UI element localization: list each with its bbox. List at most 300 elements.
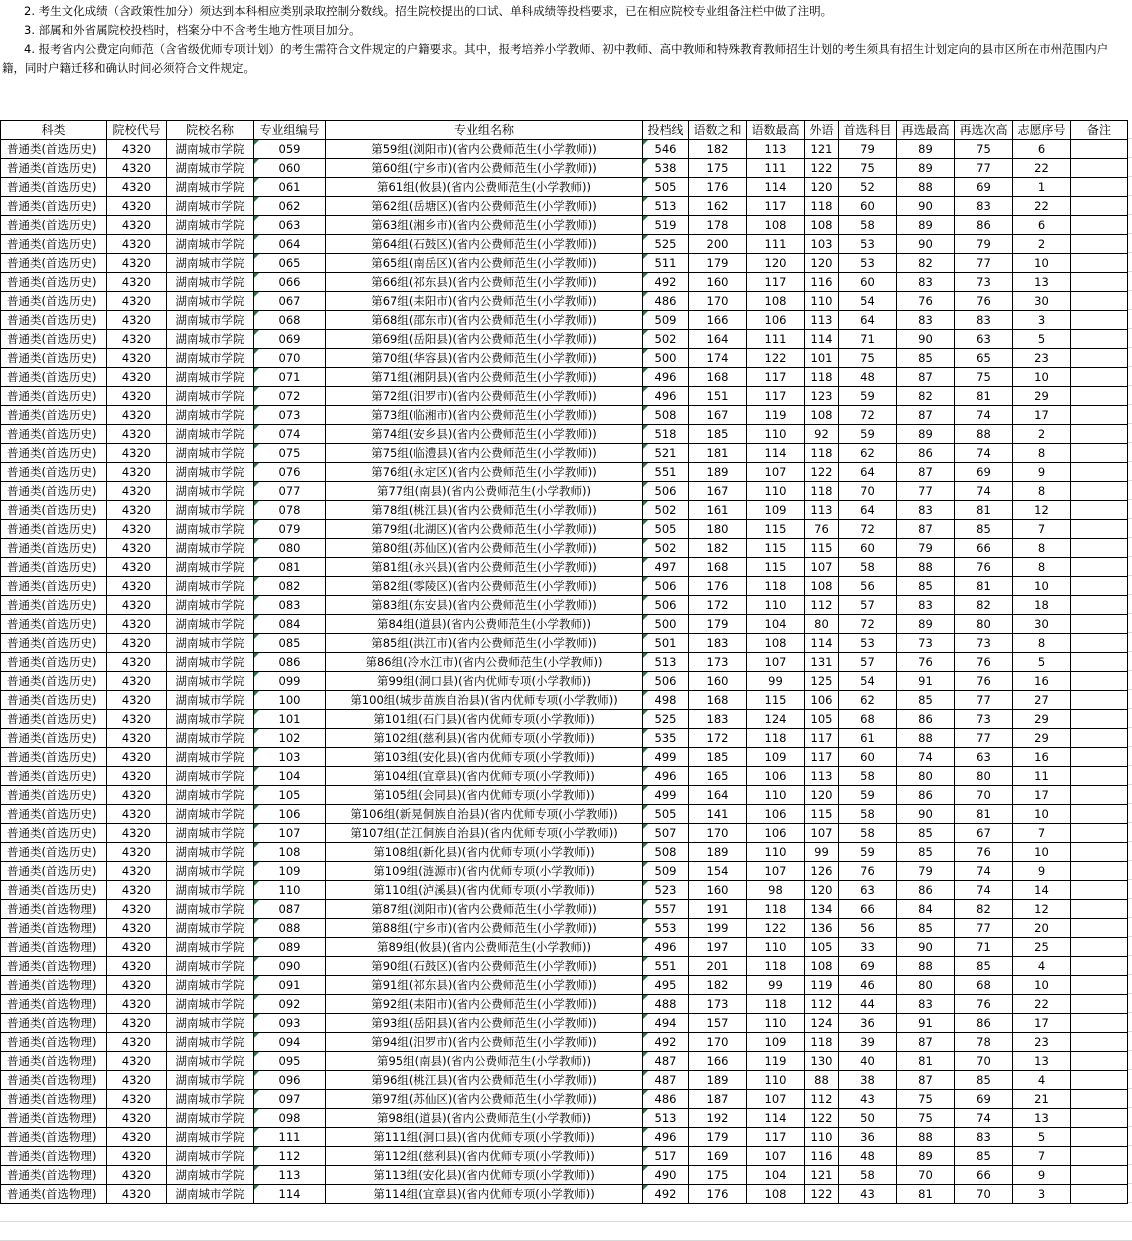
cell-foreign-language[interactable]: 105 — [805, 710, 839, 729]
cell-foreign-language[interactable]: 113 — [805, 311, 839, 330]
cell-remarks[interactable] — [1071, 1147, 1128, 1166]
cell-second-next[interactable]: 81 — [955, 387, 1013, 406]
cell-group-code[interactable]: 064 — [254, 235, 326, 254]
cell-school-code[interactable]: 4320 — [107, 406, 167, 425]
cell-foreign-language[interactable]: 126 — [805, 862, 839, 881]
cell-group-code[interactable]: 103 — [254, 748, 326, 767]
cell-foreign-language[interactable]: 120 — [805, 881, 839, 900]
cell-group-code[interactable]: 059 — [254, 140, 326, 159]
cell-category[interactable]: 普通类(首选历史) — [1, 596, 107, 615]
cell-chinese-math-max[interactable]: 122 — [747, 349, 805, 368]
cell-chinese-math-sum[interactable]: 182 — [689, 976, 747, 995]
cell-chinese-math-max[interactable]: 115 — [747, 539, 805, 558]
cell-choice-order[interactable]: 9 — [1013, 463, 1071, 482]
cell-group-name[interactable]: 第87组(浏阳市)(省内公费师范生(小学教师)) — [326, 900, 643, 919]
cell-remarks[interactable] — [1071, 596, 1128, 615]
cell-group-name[interactable]: 第68组(邵东市)(省内公费师范生(小学教师)) — [326, 311, 643, 330]
cell-group-code[interactable]: 070 — [254, 349, 326, 368]
cell-category[interactable]: 普通类(首选物理) — [1, 919, 107, 938]
cell-group-name[interactable]: 第94组(汨罗市)(省内公费师范生(小学教师)) — [326, 1033, 643, 1052]
cell-group-name[interactable]: 第101组(石门县)(省内优师专项(小学教师)) — [326, 710, 643, 729]
cell-cutoff-score[interactable]: 507 — [643, 824, 689, 843]
cell-choice-order[interactable]: 10 — [1013, 976, 1071, 995]
cell-remarks[interactable] — [1071, 881, 1128, 900]
cell-remarks[interactable] — [1071, 786, 1128, 805]
cell-school-code[interactable]: 4320 — [107, 463, 167, 482]
cell-group-code[interactable]: 061 — [254, 178, 326, 197]
cell-first-subject[interactable]: 58 — [839, 824, 897, 843]
cell-foreign-language[interactable]: 108 — [805, 957, 839, 976]
cell-foreign-language[interactable]: 122 — [805, 1109, 839, 1128]
cell-school-code[interactable]: 4320 — [107, 767, 167, 786]
cell-group-name[interactable]: 第107组(芷江侗族自治县)(省内优师专项(小学教师)) — [326, 824, 643, 843]
cell-school-name[interactable]: 湖南城市学院 — [167, 1109, 254, 1128]
cell-chinese-math-sum[interactable]: 200 — [689, 235, 747, 254]
cell-first-subject[interactable]: 54 — [839, 292, 897, 311]
cell-chinese-math-sum[interactable]: 174 — [689, 349, 747, 368]
cell-second-max[interactable]: 90 — [897, 938, 955, 957]
cell-category[interactable]: 普通类(首选物理) — [1, 1128, 107, 1147]
cell-chinese-math-max[interactable]: 119 — [747, 1052, 805, 1071]
cell-remarks[interactable] — [1071, 159, 1128, 178]
cell-second-next[interactable]: 77 — [955, 919, 1013, 938]
cell-chinese-math-sum[interactable]: 168 — [689, 691, 747, 710]
cell-cutoff-score[interactable]: 496 — [643, 368, 689, 387]
cell-remarks[interactable] — [1071, 805, 1128, 824]
cell-second-next[interactable]: 74 — [955, 482, 1013, 501]
cell-foreign-language[interactable]: 114 — [805, 634, 839, 653]
cell-group-code[interactable]: 095 — [254, 1052, 326, 1071]
cell-chinese-math-sum[interactable]: 151 — [689, 387, 747, 406]
cell-second-max[interactable]: 85 — [897, 843, 955, 862]
cell-category[interactable]: 普通类(首选物理) — [1, 938, 107, 957]
cell-second-max[interactable]: 77 — [897, 482, 955, 501]
cell-school-code[interactable]: 4320 — [107, 615, 167, 634]
cell-category[interactable]: 普通类(首选历史) — [1, 710, 107, 729]
cell-choice-order[interactable]: 12 — [1013, 501, 1071, 520]
cell-chinese-math-max[interactable]: 119 — [747, 406, 805, 425]
cell-school-name[interactable]: 湖南城市学院 — [167, 425, 254, 444]
cell-choice-order[interactable]: 9 — [1013, 1166, 1071, 1185]
cell-second-next[interactable]: 76 — [955, 843, 1013, 862]
cell-remarks[interactable] — [1071, 1090, 1128, 1109]
cell-chinese-math-sum[interactable]: 168 — [689, 558, 747, 577]
cell-choice-order[interactable]: 8 — [1013, 539, 1071, 558]
cell-second-next[interactable]: 63 — [955, 330, 1013, 349]
cell-foreign-language[interactable]: 108 — [805, 406, 839, 425]
cell-second-max[interactable]: 84 — [897, 900, 955, 919]
cell-choice-order[interactable]: 21 — [1013, 1090, 1071, 1109]
cell-category[interactable]: 普通类(首选物理) — [1, 995, 107, 1014]
cell-chinese-math-sum[interactable]: 169 — [689, 1147, 747, 1166]
header-group-name[interactable]: 专业组名称 — [326, 121, 643, 140]
cell-school-code[interactable]: 4320 — [107, 653, 167, 672]
cell-second-max[interactable]: 83 — [897, 501, 955, 520]
cell-remarks[interactable] — [1071, 216, 1128, 235]
cell-second-next[interactable]: 69 — [955, 1090, 1013, 1109]
cell-group-name[interactable]: 第92组(耒阳市)(省内公费师范生(小学教师)) — [326, 995, 643, 1014]
cell-chinese-math-sum[interactable]: 183 — [689, 710, 747, 729]
cell-first-subject[interactable]: 61 — [839, 729, 897, 748]
cell-foreign-language[interactable]: 117 — [805, 748, 839, 767]
cell-cutoff-score[interactable]: 506 — [643, 596, 689, 615]
cell-second-max[interactable]: 75 — [897, 1090, 955, 1109]
cell-chinese-math-sum[interactable]: 179 — [689, 615, 747, 634]
cell-school-name[interactable]: 湖南城市学院 — [167, 729, 254, 748]
cell-chinese-math-max[interactable]: 110 — [747, 1014, 805, 1033]
cell-choice-order[interactable]: 13 — [1013, 273, 1071, 292]
cell-choice-order[interactable]: 8 — [1013, 482, 1071, 501]
cell-chinese-math-sum[interactable]: 170 — [689, 1033, 747, 1052]
cell-chinese-math-sum[interactable]: 180 — [689, 520, 747, 539]
cell-chinese-math-sum[interactable]: 187 — [689, 1090, 747, 1109]
cell-foreign-language[interactable]: 122 — [805, 1185, 839, 1204]
cell-chinese-math-max[interactable]: 107 — [747, 1147, 805, 1166]
cell-cutoff-score[interactable]: 496 — [643, 767, 689, 786]
cell-chinese-math-max[interactable]: 118 — [747, 900, 805, 919]
cell-group-code[interactable]: 079 — [254, 520, 326, 539]
cell-second-next[interactable]: 78 — [955, 1033, 1013, 1052]
cell-foreign-language[interactable]: 99 — [805, 843, 839, 862]
cell-first-subject[interactable]: 46 — [839, 976, 897, 995]
cell-first-subject[interactable]: 63 — [839, 881, 897, 900]
cell-cutoff-score[interactable]: 513 — [643, 197, 689, 216]
cell-school-name[interactable]: 湖南城市学院 — [167, 273, 254, 292]
cell-chinese-math-sum[interactable]: 160 — [689, 881, 747, 900]
cell-school-name[interactable]: 湖南城市学院 — [167, 520, 254, 539]
cell-school-name[interactable]: 湖南城市学院 — [167, 900, 254, 919]
cell-second-next[interactable]: 76 — [955, 292, 1013, 311]
cell-first-subject[interactable]: 40 — [839, 1052, 897, 1071]
cell-second-max[interactable]: 90 — [897, 235, 955, 254]
cell-chinese-math-max[interactable]: 110 — [747, 596, 805, 615]
cell-second-next[interactable]: 75 — [955, 368, 1013, 387]
cell-cutoff-score[interactable]: 490 — [643, 1166, 689, 1185]
cell-chinese-math-sum[interactable]: 172 — [689, 596, 747, 615]
cell-first-subject[interactable]: 48 — [839, 1147, 897, 1166]
cell-choice-order[interactable]: 23 — [1013, 1033, 1071, 1052]
cell-cutoff-score[interactable]: 521 — [643, 444, 689, 463]
cell-school-name[interactable]: 湖南城市学院 — [167, 311, 254, 330]
cell-school-code[interactable]: 4320 — [107, 672, 167, 691]
cell-chinese-math-max[interactable]: 111 — [747, 159, 805, 178]
cell-remarks[interactable] — [1071, 976, 1128, 995]
cell-school-name[interactable]: 湖南城市学院 — [167, 1071, 254, 1090]
cell-first-subject[interactable]: 71 — [839, 330, 897, 349]
cell-school-name[interactable]: 湖南城市学院 — [167, 615, 254, 634]
cell-remarks[interactable] — [1071, 919, 1128, 938]
cell-category[interactable]: 普通类(首选历史) — [1, 672, 107, 691]
cell-second-next[interactable]: 79 — [955, 235, 1013, 254]
cell-first-subject[interactable]: 56 — [839, 919, 897, 938]
cell-first-subject[interactable]: 62 — [839, 444, 897, 463]
cell-group-code[interactable]: 094 — [254, 1033, 326, 1052]
cell-first-subject[interactable]: 54 — [839, 672, 897, 691]
cell-first-subject[interactable]: 69 — [839, 957, 897, 976]
cell-remarks[interactable] — [1071, 653, 1128, 672]
cell-chinese-math-max[interactable]: 113 — [747, 140, 805, 159]
cell-school-code[interactable]: 4320 — [107, 691, 167, 710]
cell-school-code[interactable]: 4320 — [107, 235, 167, 254]
cell-remarks[interactable] — [1071, 501, 1128, 520]
cell-group-code[interactable]: 092 — [254, 995, 326, 1014]
cell-school-name[interactable]: 湖南城市学院 — [167, 805, 254, 824]
cell-choice-order[interactable]: 30 — [1013, 615, 1071, 634]
cell-second-max[interactable]: 83 — [897, 596, 955, 615]
cell-group-name[interactable]: 第102组(慈利县)(省内优师专项(小学教师)) — [326, 729, 643, 748]
cell-second-max[interactable]: 87 — [897, 406, 955, 425]
cell-foreign-language[interactable]: 123 — [805, 387, 839, 406]
cell-second-max[interactable]: 82 — [897, 254, 955, 273]
cell-choice-order[interactable]: 7 — [1013, 520, 1071, 539]
cell-remarks[interactable] — [1071, 539, 1128, 558]
cell-cutoff-score[interactable]: 498 — [643, 691, 689, 710]
cell-second-next[interactable]: 69 — [955, 463, 1013, 482]
cell-foreign-language[interactable]: 122 — [805, 159, 839, 178]
cell-chinese-math-max[interactable]: 107 — [747, 463, 805, 482]
cell-chinese-math-max[interactable]: 118 — [747, 577, 805, 596]
cell-remarks[interactable] — [1071, 368, 1128, 387]
header-second-next[interactable]: 再选次高 — [955, 121, 1013, 140]
cell-choice-order[interactable]: 8 — [1013, 634, 1071, 653]
cell-school-name[interactable]: 湖南城市学院 — [167, 767, 254, 786]
cell-school-code[interactable]: 4320 — [107, 1052, 167, 1071]
cell-group-code[interactable]: 097 — [254, 1090, 326, 1109]
cell-chinese-math-max[interactable]: 111 — [747, 330, 805, 349]
cell-chinese-math-max[interactable]: 118 — [747, 995, 805, 1014]
cell-cutoff-score[interactable]: 502 — [643, 330, 689, 349]
cell-foreign-language[interactable]: 119 — [805, 976, 839, 995]
cell-foreign-language[interactable]: 107 — [805, 824, 839, 843]
cell-second-next[interactable]: 86 — [955, 1014, 1013, 1033]
cell-second-next[interactable]: 75 — [955, 140, 1013, 159]
cell-school-name[interactable]: 湖南城市学院 — [167, 1033, 254, 1052]
cell-category[interactable]: 普通类(首选历史) — [1, 748, 107, 767]
cell-foreign-language[interactable]: 92 — [805, 425, 839, 444]
cell-cutoff-score[interactable]: 492 — [643, 1185, 689, 1204]
cell-remarks[interactable] — [1071, 957, 1128, 976]
cell-category[interactable]: 普通类(首选物理) — [1, 1052, 107, 1071]
cell-school-code[interactable]: 4320 — [107, 824, 167, 843]
cell-choice-order[interactable]: 10 — [1013, 254, 1071, 273]
cell-school-code[interactable]: 4320 — [107, 634, 167, 653]
cell-school-code[interactable]: 4320 — [107, 539, 167, 558]
cell-school-code[interactable]: 4320 — [107, 748, 167, 767]
cell-first-subject[interactable]: 56 — [839, 577, 897, 596]
cell-second-next[interactable]: 85 — [955, 1147, 1013, 1166]
cell-school-name[interactable]: 湖南城市学院 — [167, 1166, 254, 1185]
cell-chinese-math-sum[interactable]: 173 — [689, 995, 747, 1014]
cell-group-name[interactable]: 第95组(南县)(省内公费师范生(小学教师)) — [326, 1052, 643, 1071]
cell-school-code[interactable]: 4320 — [107, 482, 167, 501]
cell-first-subject[interactable]: 59 — [839, 387, 897, 406]
cell-chinese-math-max[interactable]: 108 — [747, 634, 805, 653]
cell-second-next[interactable]: 67 — [955, 824, 1013, 843]
cell-second-max[interactable]: 83 — [897, 311, 955, 330]
cell-choice-order[interactable]: 18 — [1013, 596, 1071, 615]
cell-chinese-math-sum[interactable]: 178 — [689, 216, 747, 235]
cell-choice-order[interactable]: 1 — [1013, 178, 1071, 197]
cell-category[interactable]: 普通类(首选历史) — [1, 273, 107, 292]
cell-foreign-language[interactable]: 116 — [805, 273, 839, 292]
cell-school-code[interactable]: 4320 — [107, 1071, 167, 1090]
cell-second-next[interactable]: 76 — [955, 672, 1013, 691]
cell-choice-order[interactable]: 5 — [1013, 330, 1071, 349]
cell-category[interactable]: 普通类(首选历史) — [1, 197, 107, 216]
cell-group-name[interactable]: 第70组(华容县)(省内公费师范生(小学教师)) — [326, 349, 643, 368]
cell-remarks[interactable] — [1071, 330, 1128, 349]
cell-group-code[interactable]: 101 — [254, 710, 326, 729]
cell-foreign-language[interactable]: 124 — [805, 1014, 839, 1033]
cell-category[interactable]: 普通类(首选历史) — [1, 387, 107, 406]
cell-cutoff-score[interactable]: 551 — [643, 463, 689, 482]
cell-chinese-math-max[interactable]: 107 — [747, 653, 805, 672]
cell-second-next[interactable]: 71 — [955, 938, 1013, 957]
cell-group-code[interactable]: 105 — [254, 786, 326, 805]
cell-cutoff-score[interactable]: 496 — [643, 938, 689, 957]
cell-chinese-math-sum[interactable]: 189 — [689, 843, 747, 862]
cell-school-code[interactable]: 4320 — [107, 976, 167, 995]
cell-school-name[interactable]: 湖南城市学院 — [167, 349, 254, 368]
cell-group-name[interactable]: 第63组(湘乡市)(省内公费师范生(小学教师)) — [326, 216, 643, 235]
cell-second-max[interactable]: 79 — [897, 539, 955, 558]
cell-foreign-language[interactable]: 121 — [805, 1166, 839, 1185]
cell-group-code[interactable]: 068 — [254, 311, 326, 330]
cell-school-name[interactable]: 湖南城市学院 — [167, 1128, 254, 1147]
cell-chinese-math-sum[interactable]: 164 — [689, 330, 747, 349]
cell-second-next[interactable]: 85 — [955, 1071, 1013, 1090]
cell-group-name[interactable]: 第80组(苏仙区)(省内公费师范生(小学教师)) — [326, 539, 643, 558]
cell-second-next[interactable]: 83 — [955, 197, 1013, 216]
cell-cutoff-score[interactable]: 505 — [643, 805, 689, 824]
cell-school-name[interactable]: 湖南城市学院 — [167, 387, 254, 406]
cell-chinese-math-max[interactable]: 107 — [747, 1090, 805, 1109]
cell-foreign-language[interactable]: 121 — [805, 140, 839, 159]
cell-second-max[interactable]: 86 — [897, 710, 955, 729]
cell-group-name[interactable]: 第73组(临湘市)(省内公费师范生(小学教师)) — [326, 406, 643, 425]
cell-chinese-math-max[interactable]: 115 — [747, 691, 805, 710]
cell-cutoff-score[interactable]: 518 — [643, 425, 689, 444]
cell-remarks[interactable] — [1071, 843, 1128, 862]
cell-group-name[interactable]: 第109组(涟源市)(省内优师专项(小学教师)) — [326, 862, 643, 881]
cell-cutoff-score[interactable]: 519 — [643, 216, 689, 235]
cell-cutoff-score[interactable]: 502 — [643, 539, 689, 558]
cell-remarks[interactable] — [1071, 444, 1128, 463]
cell-foreign-language[interactable]: 118 — [805, 197, 839, 216]
cell-chinese-math-max[interactable]: 118 — [747, 957, 805, 976]
cell-category[interactable]: 普通类(首选历史) — [1, 691, 107, 710]
cell-group-code[interactable]: 065 — [254, 254, 326, 273]
cell-first-subject[interactable]: 58 — [839, 558, 897, 577]
cell-cutoff-score[interactable]: 557 — [643, 900, 689, 919]
cell-cutoff-score[interactable]: 511 — [643, 254, 689, 273]
cell-category[interactable]: 普通类(首选历史) — [1, 615, 107, 634]
cell-school-name[interactable]: 湖南城市学院 — [167, 976, 254, 995]
cell-chinese-math-max[interactable]: 108 — [747, 292, 805, 311]
cell-group-code[interactable]: 076 — [254, 463, 326, 482]
cell-group-name[interactable]: 第93组(岳阳县)(省内公费师范生(小学教师)) — [326, 1014, 643, 1033]
cell-first-subject[interactable]: 50 — [839, 1109, 897, 1128]
cell-chinese-math-sum[interactable]: 160 — [689, 273, 747, 292]
cell-second-max[interactable]: 90 — [897, 197, 955, 216]
cell-cutoff-score[interactable]: 487 — [643, 1052, 689, 1071]
cell-group-code[interactable]: 067 — [254, 292, 326, 311]
cell-chinese-math-max[interactable]: 114 — [747, 1109, 805, 1128]
cell-cutoff-score[interactable]: 513 — [643, 653, 689, 672]
cell-second-max[interactable]: 91 — [897, 672, 955, 691]
cell-group-code[interactable]: 071 — [254, 368, 326, 387]
cell-group-code[interactable]: 099 — [254, 672, 326, 691]
cell-first-subject[interactable]: 36 — [839, 1014, 897, 1033]
cell-choice-order[interactable]: 13 — [1013, 1052, 1071, 1071]
cell-school-name[interactable]: 湖南城市学院 — [167, 577, 254, 596]
cell-school-name[interactable]: 湖南城市学院 — [167, 786, 254, 805]
cell-choice-order[interactable]: 10 — [1013, 843, 1071, 862]
cell-second-next[interactable]: 76 — [955, 653, 1013, 672]
cell-category[interactable]: 普通类(首选历史) — [1, 501, 107, 520]
cell-first-subject[interactable]: 58 — [839, 216, 897, 235]
cell-second-max[interactable]: 80 — [897, 976, 955, 995]
cell-group-name[interactable]: 第114组(宜章县)(省内优师专项(小学教师)) — [326, 1185, 643, 1204]
cell-category[interactable]: 普通类(首选历史) — [1, 767, 107, 786]
cell-second-max[interactable]: 89 — [897, 615, 955, 634]
cell-school-name[interactable]: 湖南城市学院 — [167, 881, 254, 900]
cell-group-code[interactable]: 083 — [254, 596, 326, 615]
cell-school-code[interactable]: 4320 — [107, 349, 167, 368]
cell-school-name[interactable]: 湖南城市学院 — [167, 235, 254, 254]
cell-remarks[interactable] — [1071, 748, 1128, 767]
cell-second-max[interactable]: 76 — [897, 292, 955, 311]
cell-school-code[interactable]: 4320 — [107, 216, 167, 235]
cell-remarks[interactable] — [1071, 406, 1128, 425]
cell-choice-order[interactable]: 10 — [1013, 577, 1071, 596]
cell-school-name[interactable]: 湖南城市学院 — [167, 482, 254, 501]
cell-chinese-math-max[interactable]: 110 — [747, 1071, 805, 1090]
cell-school-code[interactable]: 4320 — [107, 881, 167, 900]
cell-foreign-language[interactable]: 118 — [805, 482, 839, 501]
cell-second-next[interactable]: 77 — [955, 729, 1013, 748]
cell-chinese-math-sum[interactable]: 201 — [689, 957, 747, 976]
cell-second-max[interactable]: 88 — [897, 558, 955, 577]
cell-second-max[interactable]: 86 — [897, 444, 955, 463]
cell-group-code[interactable]: 091 — [254, 976, 326, 995]
header-school-code[interactable]: 院校代号 — [107, 121, 167, 140]
cell-first-subject[interactable]: 64 — [839, 463, 897, 482]
cell-school-name[interactable]: 湖南城市学院 — [167, 330, 254, 349]
cell-second-next[interactable]: 74 — [955, 881, 1013, 900]
cell-second-next[interactable]: 69 — [955, 178, 1013, 197]
cell-first-subject[interactable]: 75 — [839, 349, 897, 368]
cell-choice-order[interactable]: 4 — [1013, 1071, 1071, 1090]
cell-choice-order[interactable]: 8 — [1013, 558, 1071, 577]
cell-choice-order[interactable]: 13 — [1013, 1109, 1071, 1128]
cell-group-code[interactable]: 107 — [254, 824, 326, 843]
cell-school-name[interactable]: 湖南城市学院 — [167, 691, 254, 710]
cell-second-next[interactable]: 85 — [955, 957, 1013, 976]
cell-group-code[interactable]: 112 — [254, 1147, 326, 1166]
cell-category[interactable]: 普通类(首选历史) — [1, 653, 107, 672]
header-remarks[interactable]: 备注 — [1071, 121, 1128, 140]
cell-chinese-math-sum[interactable]: 167 — [689, 406, 747, 425]
cell-group-name[interactable]: 第98组(道县)(省内公费师范生(小学教师)) — [326, 1109, 643, 1128]
cell-cutoff-score[interactable]: 506 — [643, 482, 689, 501]
cell-cutoff-score[interactable]: 509 — [643, 311, 689, 330]
cell-group-name[interactable]: 第108组(新化县)(省内优师专项(小学教师)) — [326, 843, 643, 862]
cell-remarks[interactable] — [1071, 1166, 1128, 1185]
cell-group-code[interactable]: 096 — [254, 1071, 326, 1090]
cell-second-next[interactable]: 77 — [955, 254, 1013, 273]
cell-choice-order[interactable]: 29 — [1013, 387, 1071, 406]
